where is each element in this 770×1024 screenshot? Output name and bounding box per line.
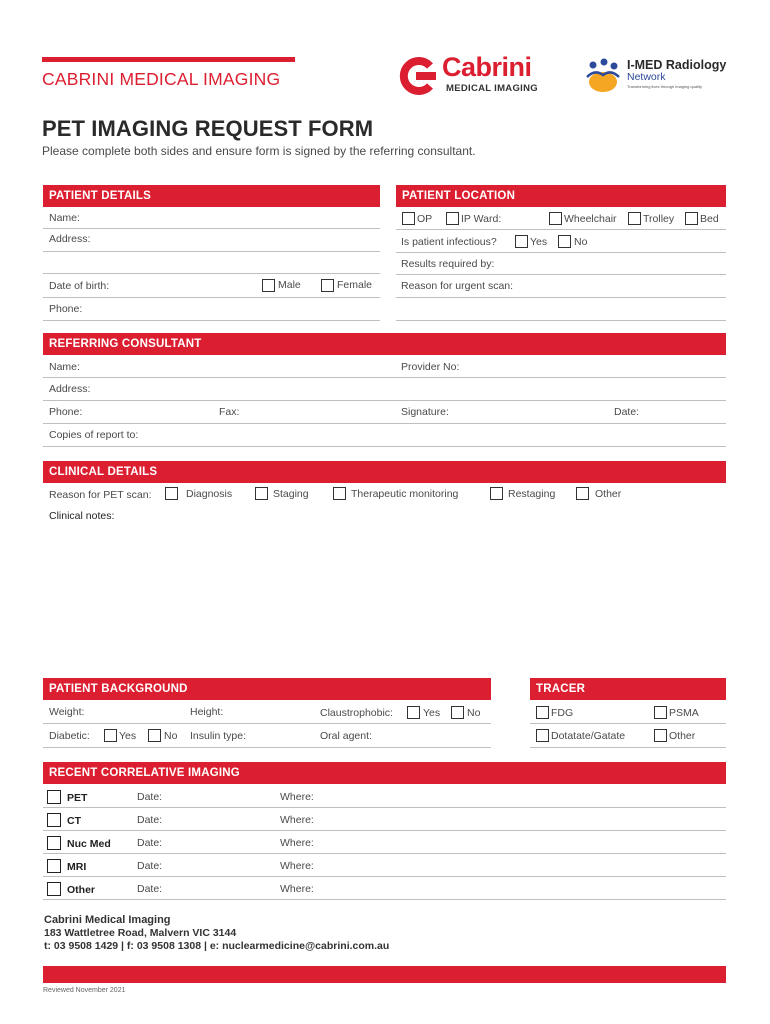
diabetic-yes-checkbox[interactable] <box>104 729 117 742</box>
consultant-name-line[interactable] <box>43 377 726 378</box>
ct-imaging-checkbox[interactable] <box>47 813 61 827</box>
signature-label: Signature: <box>401 406 449 418</box>
mri-imaging-where-label: Where: <box>280 860 314 872</box>
dotatate-label: Dotatate/Gatate <box>551 730 626 742</box>
claustrophobic-yes-label: Yes <box>423 707 441 719</box>
wheelchair-label: Wheelchair <box>564 213 617 225</box>
infectious-label: Is patient infectious? <box>401 236 497 248</box>
other-imaging-date-label: Date: <box>137 883 163 895</box>
op-checkbox[interactable] <box>402 212 415 225</box>
nucmed-imaging-label: Nuc Med <box>67 838 111 850</box>
ip-ward-checkbox[interactable] <box>446 212 459 225</box>
ct-imaging-date-label: Date: <box>137 814 163 826</box>
diagnosis-checkbox[interactable] <box>165 487 178 500</box>
claustrophobic-no-checkbox[interactable] <box>451 706 464 719</box>
therapeutic-monitoring-label: Therapeutic monitoring <box>351 488 459 500</box>
staging-checkbox[interactable] <box>255 487 268 500</box>
tracer-line-2 <box>530 747 726 748</box>
consultant-address-line[interactable] <box>43 400 726 401</box>
diabetic-yes-label: Yes <box>119 730 137 742</box>
nucmed-imaging-checkbox[interactable] <box>47 836 61 850</box>
imed-figures-icon <box>583 55 623 95</box>
signature-date-label: Date: <box>614 406 640 418</box>
pet-imaging-label: PET <box>67 792 88 804</box>
cabrini-logo <box>398 54 558 98</box>
claustrophobic-label: Claustrophobic: <box>320 707 393 719</box>
recent-imaging-heading: RECENT CORRELATIVE IMAGING <box>43 762 726 784</box>
referring-consultant-heading: REFERRING CONSULTANT <box>43 333 726 355</box>
fdg-label: FDG <box>551 707 574 719</box>
tracer-other-label: Other <box>669 730 696 742</box>
results-required-label: Results required by: <box>401 258 495 270</box>
claustrophobic-no-label: No <box>467 707 481 719</box>
staging-label: Staging <box>273 488 309 500</box>
female-label: Female <box>337 279 373 291</box>
imed-logo-line2: Network <box>627 71 666 83</box>
footer-address: 183 Wattletree Road, Malvern VIC 3144 <box>44 927 237 939</box>
patient-details-heading: PATIENT DETAILS <box>43 185 380 207</box>
patient-background-heading: PATIENT BACKGROUND <box>43 678 491 700</box>
provider-no-label: Provider No: <box>401 361 460 373</box>
ct-imaging-label: CT <box>67 815 81 827</box>
diabetic-no-label: No <box>164 730 178 742</box>
pet-imaging-checkbox[interactable] <box>47 790 61 804</box>
imed-logo <box>583 55 733 99</box>
urgent-reason-label: Reason for urgent scan: <box>401 280 514 292</box>
brand-title: CABRINI MEDICAL IMAGING <box>42 69 281 89</box>
ct-imaging-line[interactable] <box>43 830 726 831</box>
bed-checkbox[interactable] <box>685 212 698 225</box>
infectious-no-checkbox[interactable] <box>558 235 571 248</box>
dotatate-checkbox[interactable] <box>536 729 549 742</box>
imed-logo-tagline: Transforming lives through imaging quality <box>627 84 702 89</box>
psma-checkbox[interactable] <box>654 706 667 719</box>
copies-label: Copies of report to: <box>49 429 139 441</box>
consultant-name-label: Name: <box>49 361 80 373</box>
fdg-checkbox[interactable] <box>536 706 549 719</box>
infectious-yes-label: Yes <box>530 236 548 248</box>
infectious-yes-checkbox[interactable] <box>515 235 528 248</box>
infectious-no-label: No <box>574 236 588 248</box>
page-subtitle: Please complete both sides and ensure form is signed by the referring consultant. <box>42 144 476 158</box>
urgent-reason-line-1[interactable] <box>396 297 726 298</box>
diabetic-label: Diabetic: <box>49 730 90 742</box>
imed-logo-line1: I-MED Radiology <box>627 58 727 72</box>
tracer-line-1 <box>530 723 726 724</box>
other-imaging-checkbox[interactable] <box>47 882 61 896</box>
pet-imaging-date-label: Date: <box>137 791 163 803</box>
clinical-notes-area[interactable] <box>43 526 726 666</box>
mri-imaging-date-label: Date: <box>137 860 163 872</box>
psma-label: PSMA <box>669 707 699 719</box>
patient-phone-line[interactable] <box>43 320 380 321</box>
results-required-line[interactable] <box>396 274 726 275</box>
dob-line[interactable] <box>43 297 380 298</box>
background-line-1[interactable] <box>43 723 491 724</box>
background-line-2[interactable] <box>43 747 491 748</box>
patient-address-label: Address: <box>49 233 91 245</box>
restaging-label: Restaging <box>508 488 556 500</box>
other-imaging-label: Other <box>67 884 96 896</box>
cabrini-logo-sub: MEDICAL IMAGING <box>446 83 538 94</box>
footer-org: Cabrini Medical Imaging <box>44 914 171 926</box>
tracer-other-checkbox[interactable] <box>654 729 667 742</box>
consultant-phone-line[interactable] <box>43 423 726 424</box>
consultant-fax-label: Fax: <box>219 406 240 418</box>
tracer-heading: TRACER <box>530 678 726 700</box>
brand-top-bar <box>42 57 295 62</box>
mri-imaging-checkbox[interactable] <box>47 859 61 873</box>
patient-address-line-2[interactable] <box>43 273 380 274</box>
pet-imaging-where-label: Where: <box>280 791 314 803</box>
mri-imaging-line[interactable] <box>43 876 726 877</box>
patient-name-line[interactable] <box>43 228 380 229</box>
footer-red-bar <box>43 966 726 983</box>
dob-label: Date of birth: <box>49 280 110 292</box>
female-checkbox[interactable] <box>321 279 334 292</box>
pet-imaging-line[interactable] <box>43 807 726 808</box>
nucmed-imaging-line[interactable] <box>43 853 726 854</box>
bed-label: Bed <box>700 213 719 225</box>
clinical-details-heading: CLINICAL DETAILS <box>43 461 726 483</box>
wheelchair-checkbox[interactable] <box>549 212 562 225</box>
male-checkbox[interactable] <box>262 279 275 292</box>
other-reason-label: Other <box>595 488 622 500</box>
copies-line[interactable] <box>43 446 726 447</box>
other-reason-checkbox[interactable] <box>576 487 589 500</box>
mri-imaging-label: MRI <box>67 861 87 873</box>
patient-address-line-1[interactable] <box>43 251 380 252</box>
urgent-reason-line-2[interactable] <box>396 320 726 321</box>
insulin-label: Insulin type: <box>190 730 247 742</box>
ct-imaging-where-label: Where: <box>280 814 314 826</box>
cabrini-c-icon <box>398 56 438 96</box>
ip-ward-label: IP Ward: <box>461 213 502 225</box>
claustrophobic-yes-checkbox[interactable] <box>407 706 420 719</box>
diagnosis-label: Diagnosis <box>186 488 233 500</box>
cabrini-logo-text: Cabrini <box>442 52 532 82</box>
trolley-label: Trolley <box>643 213 675 225</box>
therapeutic-monitoring-checkbox[interactable] <box>333 487 346 500</box>
weight-label: Weight: <box>49 706 85 718</box>
restaging-checkbox[interactable] <box>490 487 503 500</box>
op-label: OP <box>417 213 433 225</box>
nucmed-imaging-where-label: Where: <box>280 837 314 849</box>
patient-name-label: Name: <box>49 212 80 224</box>
consultant-address-label: Address: <box>49 383 91 395</box>
pet-reason-label: Reason for PET scan: <box>49 489 152 501</box>
location-line-1 <box>396 229 726 230</box>
reviewed-date: Reviewed November 2021 <box>43 987 126 994</box>
footer-contact: t: 03 9508 1429 | f: 03 9508 1308 | e: nuclearmedicine@cabrini.com.au <box>44 940 390 952</box>
patient-phone-label: Phone: <box>49 303 83 315</box>
location-line-2 <box>396 252 726 253</box>
oral-agent-label: Oral agent: <box>320 730 372 742</box>
trolley-checkbox[interactable] <box>628 212 641 225</box>
consultant-phone-label: Phone: <box>49 406 83 418</box>
clinical-notes-label: Clinical notes: <box>49 510 115 522</box>
other-imaging-where-label: Where: <box>280 883 314 895</box>
male-label: Male <box>278 279 301 291</box>
diabetic-no-checkbox[interactable] <box>148 729 161 742</box>
nucmed-imaging-date-label: Date: <box>137 837 163 849</box>
other-imaging-line[interactable] <box>43 899 726 900</box>
patient-location-heading: PATIENT LOCATION <box>396 185 726 207</box>
height-label: Height: <box>190 706 224 718</box>
page-title: PET IMAGING REQUEST FORM <box>42 116 374 141</box>
